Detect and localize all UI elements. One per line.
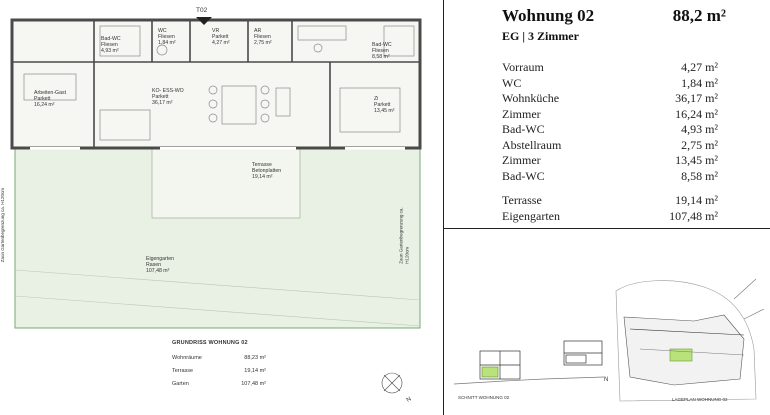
room-floor: Fliesen: [254, 34, 271, 41]
room-floor: Parkett: [374, 102, 391, 109]
room-floor: Betonplatten: [252, 168, 282, 175]
summary-row: Garten 107,48 m²: [172, 381, 266, 387]
room-name: Terrasse: [252, 162, 272, 168]
room-area: 36,17 m²: [152, 100, 173, 107]
room-name: Zi: [374, 96, 379, 102]
room-row: Bad-WC 4,93 m²: [502, 122, 718, 136]
fence-label-right: Zaun Gartenbegrenzung ca. H120cm: [398, 207, 410, 264]
room-area: 1,84 m²: [158, 40, 176, 47]
room-name: VR: [212, 28, 220, 34]
room-floor: Parkett: [152, 94, 169, 101]
room-row: Zimmer 13,45 m²: [502, 153, 718, 167]
room-row: Abstellraum 2,75 m²: [502, 137, 718, 152]
room-label-bad-wc-2: [372, 42, 392, 61]
summary-row: Terrasse 19,14 m²: [172, 368, 266, 374]
room-floor: Parkett: [212, 34, 229, 41]
summary-table: [172, 340, 266, 394]
room-area: 8,58 m²: [372, 54, 390, 61]
apartment-title: Wohnung 02: [502, 6, 595, 25]
apartment-info-panel: [444, 0, 770, 228]
room-label-wc: [158, 28, 176, 47]
section-drawing: [454, 341, 604, 384]
room-area: 19,14 m²: [252, 174, 273, 181]
room-area: 16,24 m²: [34, 102, 55, 109]
apartment-subtitle: EG | 3 Zimmer: [502, 29, 579, 43]
room-label-vorraum: [212, 28, 230, 47]
room-label-abstellraum: [254, 28, 272, 47]
room-label-terrasse: [252, 162, 281, 181]
room-name: WC: [158, 28, 167, 34]
summary-title: GRUNDRISS WOHNUNG 02: [172, 340, 248, 346]
section-and-site-drawings: [444, 229, 770, 415]
room-area: 107,48 m²: [146, 268, 170, 275]
room-row: Wohnküche 36,17 m²: [502, 91, 718, 105]
room-name: Bad-WC: [101, 36, 121, 42]
thumbnail-panel: [444, 229, 770, 415]
room-row: Zimmer 16,24 m²: [502, 106, 718, 121]
room-label-arbeiten-gast: [34, 90, 66, 109]
summary-row: Wohnräume 88,23 m²: [172, 355, 266, 361]
room-row: WC 1,84 m²: [502, 75, 718, 90]
room-name: KO- ESS-WO: [152, 88, 184, 94]
room-label-bad-wc-1: [101, 36, 121, 55]
terrace-area: [152, 148, 300, 218]
room-floor: Fliesen: [158, 34, 175, 41]
outdoor-row: Eigengarten 107,48 m²: [502, 208, 718, 223]
room-label-ko-ess-wo: [152, 88, 184, 107]
room-area: 13,45 m²: [374, 108, 395, 115]
room-row: Vorraum 4,27 m²: [502, 60, 718, 74]
site-plan-caption: LAGEPLAN WOHNUNG 02: [672, 397, 728, 402]
room-area: 4,93 m²: [101, 48, 119, 55]
room-floor: Parkett: [34, 96, 51, 103]
section-caption: SCHNITT WOHNUNG 02: [458, 395, 510, 400]
room-row: Bad-WC 8,58 m²: [502, 168, 718, 183]
room-name: Arbeiten-Gast: [34, 90, 67, 96]
plan-north-arrow: [382, 373, 402, 393]
room-floor: Fliesen: [372, 48, 389, 55]
room-label-zimmer: [374, 96, 394, 115]
room-floor: Fliesen: [101, 42, 118, 49]
room-name: AR: [254, 28, 262, 34]
room-floor: Rasen: [146, 262, 161, 269]
room-area-list: [502, 60, 718, 224]
outdoor-row: Terrasse 19,14 m²: [502, 193, 718, 207]
entrance-tag: T02: [196, 7, 208, 14]
room-area: 4,27 m²: [212, 40, 230, 47]
plan-north-label: N: [405, 396, 413, 404]
room-name: Bad-WC: [372, 42, 392, 48]
site-north-label: N: [604, 377, 609, 383]
apartment-total-area: 88,2 m²: [672, 6, 726, 25]
room-area: 2,75 m²: [254, 40, 272, 47]
fence-label-left: Zaun Gartenbegrenzung ca. H120cm: [0, 187, 6, 263]
site-plan-drawing: [616, 279, 764, 401]
room-name: Eigengarten: [146, 256, 174, 262]
room-label-eigengarten: [146, 256, 174, 275]
